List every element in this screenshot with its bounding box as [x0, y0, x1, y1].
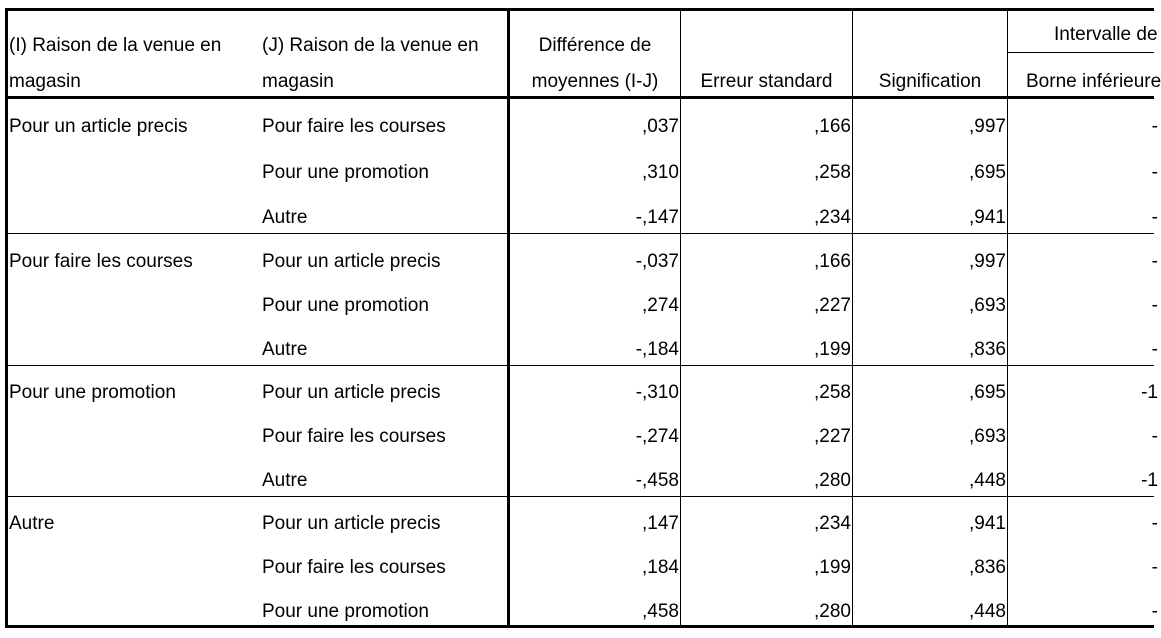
cell-reason-j: Pour un article precis [262, 382, 441, 403]
cell-std-error: ,166 [814, 251, 851, 272]
cell-significance: ,997 [969, 251, 1006, 272]
group-divider-2 [5, 365, 1154, 366]
cell-significance: ,997 [969, 116, 1006, 137]
cell-mean-diff: ,147 [642, 513, 679, 534]
header-sig: Signification [878, 71, 982, 92]
cell-reason-j: Pour un article precis [262, 251, 441, 272]
cell-mean-diff: ,184 [642, 557, 679, 578]
cell-reason-i: Pour faire les courses [9, 251, 193, 272]
cell-reason-j: Pour faire les courses [262, 116, 446, 137]
cell-significance: ,941 [969, 513, 1006, 534]
header-col-j-line1: (J) Raison de la venue en [262, 35, 479, 56]
cell-ci-lower: - [1151, 207, 1158, 228]
ci-group-divider [1007, 52, 1154, 53]
bottom-border [5, 625, 1154, 628]
cell-std-error: ,258 [814, 162, 851, 183]
cell-significance: ,693 [969, 295, 1006, 316]
header-col-i-line1: (I) Raison de la venue en [9, 35, 222, 56]
cell-reason-j: Pour faire les courses [262, 557, 446, 578]
cell-significance: ,693 [969, 426, 1006, 447]
cell-ci-lower: -1 [1141, 382, 1158, 403]
stub-column-border [507, 8, 510, 628]
cell-mean-diff: -,147 [635, 207, 679, 228]
left-border [5, 8, 8, 628]
cell-ci-lower: - [1151, 162, 1158, 183]
column-divider-se [852, 8, 853, 628]
cell-significance: ,836 [969, 557, 1006, 578]
cell-ci-lower: - [1151, 339, 1158, 360]
cell-std-error: ,166 [814, 116, 851, 137]
header-diff-line2: moyennes (I-J) [531, 71, 659, 92]
cell-ci-lower: -1 [1141, 470, 1158, 491]
cell-ci-lower: - [1151, 251, 1158, 272]
column-divider-sig [1007, 8, 1008, 628]
cell-mean-diff: ,458 [642, 601, 679, 622]
group-divider-1 [5, 233, 1154, 234]
cell-std-error: ,199 [814, 557, 851, 578]
column-divider-diff [680, 8, 681, 628]
cell-reason-j: Pour un article precis [262, 513, 441, 534]
cell-reason-i: Pour un article precis [9, 116, 188, 137]
cell-reason-j: Pour une promotion [262, 295, 429, 316]
cell-ci-lower: - [1151, 426, 1158, 447]
cell-reason-j: Autre [262, 339, 308, 360]
cell-std-error: ,258 [814, 382, 851, 403]
cell-reason-j: Autre [262, 207, 308, 228]
header-ci-lower: Borne inférieure [1026, 71, 1161, 92]
cell-reason-j: Pour faire les courses [262, 426, 446, 447]
header-col-i-line2: magasin [9, 71, 81, 92]
cell-mean-diff: ,274 [642, 295, 679, 316]
cell-significance: ,941 [969, 207, 1006, 228]
cell-reason-i: Pour une promotion [9, 382, 176, 403]
cell-reason-j: Autre [262, 470, 308, 491]
cell-ci-lower: - [1151, 557, 1158, 578]
cell-mean-diff: -,458 [635, 470, 679, 491]
cell-mean-diff: ,037 [642, 116, 679, 137]
cell-std-error: ,227 [814, 295, 851, 316]
cell-ci-lower: - [1151, 513, 1158, 534]
cell-std-error: ,280 [814, 601, 851, 622]
cell-reason-j: Pour une promotion [262, 601, 429, 622]
cell-mean-diff: -,184 [635, 339, 679, 360]
cell-std-error: ,280 [814, 470, 851, 491]
cell-mean-diff: -,310 [635, 382, 679, 403]
header-diff-line1: Différence de [538, 35, 652, 56]
cell-std-error: ,227 [814, 426, 851, 447]
cell-mean-diff: ,310 [642, 162, 679, 183]
header-col-j-line2: magasin [262, 71, 334, 92]
cell-std-error: ,234 [814, 513, 851, 534]
cell-std-error: ,199 [814, 339, 851, 360]
cell-mean-diff: -,037 [635, 251, 679, 272]
cell-ci-lower: - [1151, 295, 1158, 316]
header-stderr: Erreur standard [700, 71, 833, 92]
group-divider-3 [5, 496, 1154, 497]
cell-significance: ,695 [969, 162, 1006, 183]
cell-reason-i: Autre [9, 513, 55, 534]
cell-std-error: ,234 [814, 207, 851, 228]
cell-mean-diff: -,274 [635, 426, 679, 447]
cell-reason-j: Pour une promotion [262, 162, 429, 183]
cell-ci-lower: - [1151, 116, 1158, 137]
cell-ci-lower: - [1151, 601, 1158, 622]
top-border [5, 8, 1154, 11]
cell-significance: ,695 [969, 382, 1006, 403]
cell-significance: ,836 [969, 339, 1006, 360]
cell-significance: ,448 [969, 470, 1006, 491]
header-bottom-border [5, 96, 1154, 99]
cell-significance: ,448 [969, 601, 1006, 622]
header-ci-group: Intervalle de [1054, 24, 1158, 45]
